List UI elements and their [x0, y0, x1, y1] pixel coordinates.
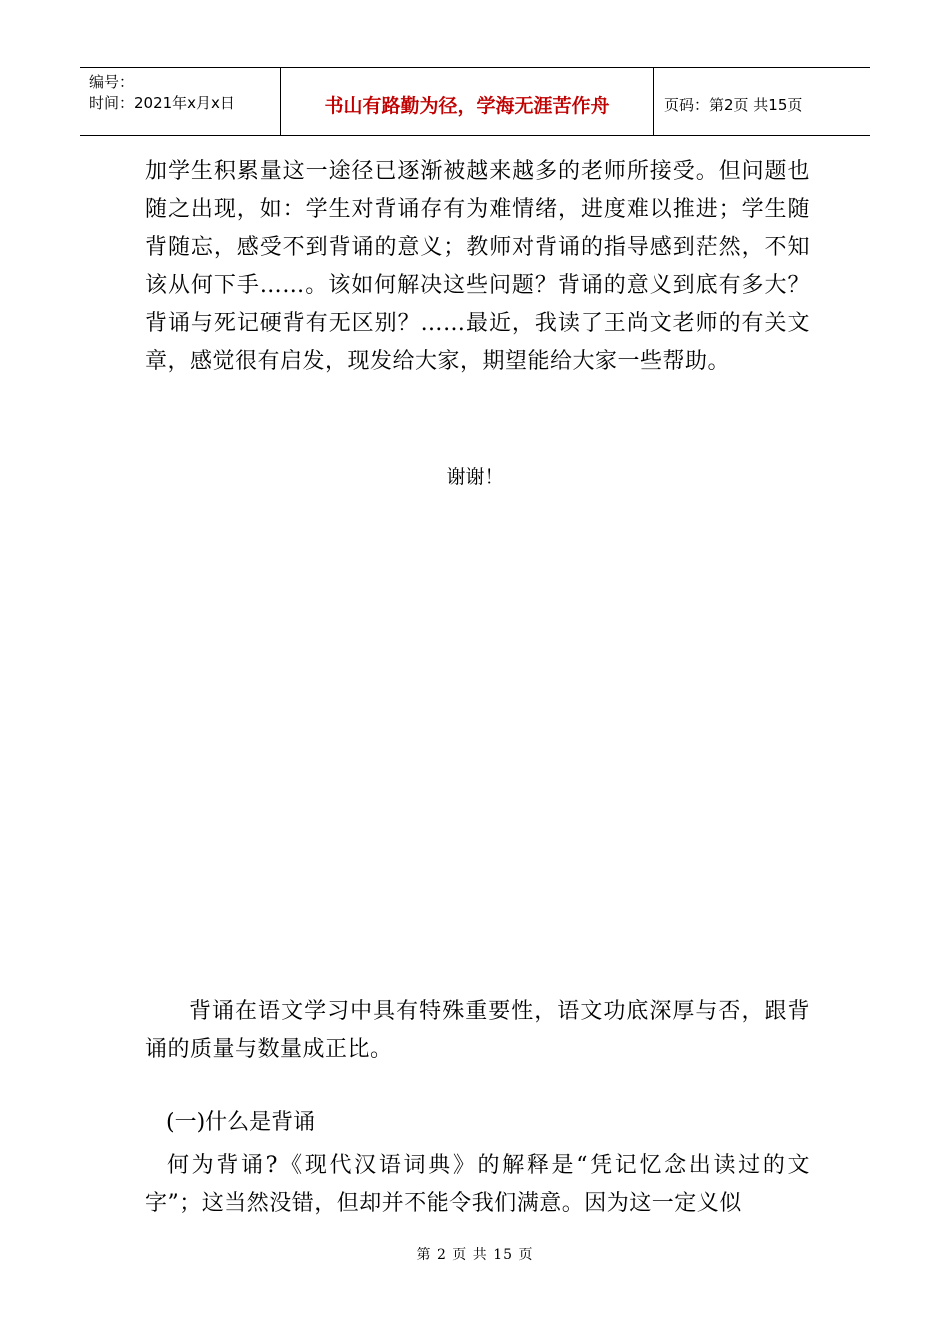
- document-time-label: 时间：2021年x月x日: [89, 94, 235, 112]
- header-meta-cell: [80, 68, 281, 135]
- header-motto: 书山有路勤为径，学海无涯苦作舟: [281, 68, 654, 135]
- body-paragraph-3: 何为背诵?《现代汉语词典》的解释是“凭记忆念出读过的文字”；这当然没错，但却并不能令我们满意。因为这一定义似: [145, 1153, 810, 1216]
- thanks-line: 谢谢！: [446, 466, 504, 488]
- body-paragraph-2: 背诵在语文学习中具有特殊重要性，语文功底深厚与否，跟背诵的质量与数量成正比。: [145, 999, 810, 1062]
- body-paragraph-1: 加学生积累量这一途径已逐渐被越来越多的老师所接受。但问题也随之出现，如：学生对背诵存有为难情绪，进度难以推进；学生随背随忘，感受不到背诵的意义；教师对背诵的指导感到茫然，不知该从何下手……。该如何解决这些问题？背诵的意义到底有多大？背诵与死记硬背有无区别？……最近，我读了王尚文老师的有关文章，感觉很有启发，现发给大家，期望能给大家一些帮助。: [145, 159, 810, 374]
- page-header: [80, 67, 870, 136]
- section-heading: (一)什么是背诵: [166, 1110, 316, 1135]
- header-page-info: 页码：第2页 共15页: [664, 96, 803, 114]
- document-number-label: 编号：: [89, 73, 135, 91]
- page-footer: 第 2 页 共 15 页: [416, 1247, 534, 1263]
